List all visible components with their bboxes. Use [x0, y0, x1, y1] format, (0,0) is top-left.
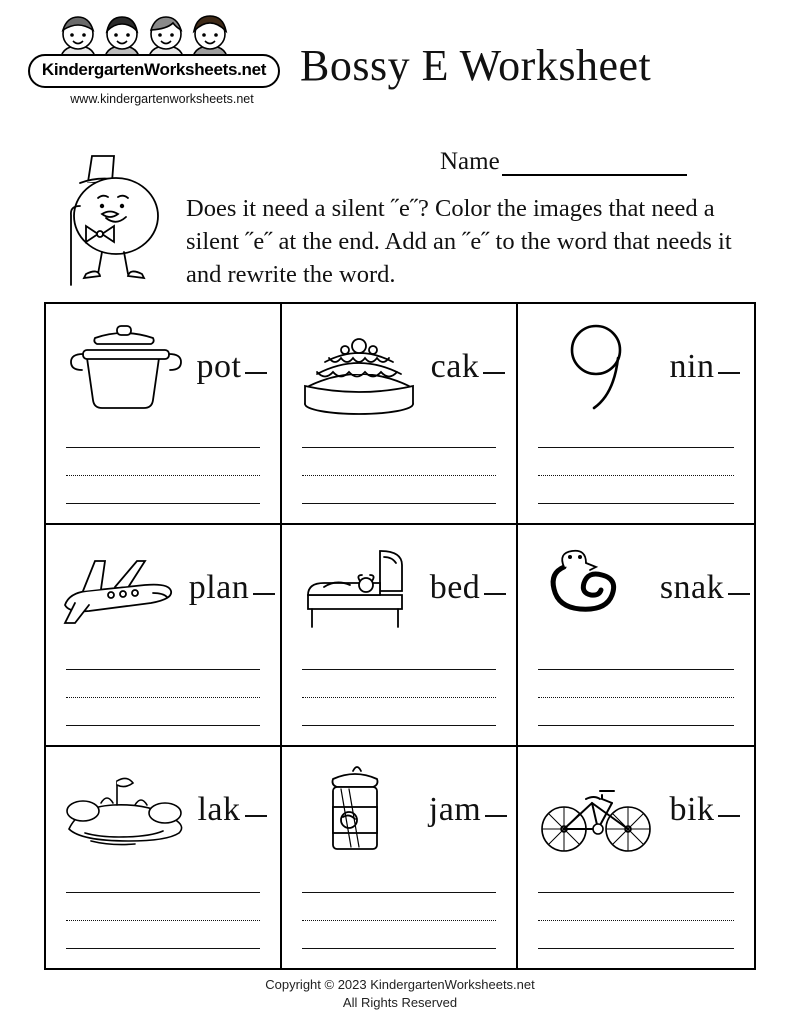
exercise-cell-1[interactable]: [46, 304, 282, 525]
bed-icon[interactable]: [294, 533, 424, 643]
page-header: [0, 0, 800, 140]
write-line-bottom[interactable]: [302, 725, 496, 726]
write-line-top[interactable]: [66, 892, 260, 893]
write-line-middle[interactable]: [302, 920, 496, 921]
name-field[interactable]: [440, 148, 760, 176]
exercise-prompt-7: [46, 747, 280, 873]
logo-text: KindergartenWorksheets.net: [41, 60, 267, 79]
write-line-middle[interactable]: [302, 697, 496, 698]
exercise-cell-7[interactable]: [46, 747, 282, 968]
write-line-bottom[interactable]: [66, 725, 260, 726]
exercise-cell-2[interactable]: [282, 304, 518, 525]
snake-icon[interactable]: [524, 533, 654, 643]
copyright-text: Copyright © 2023 KindergartenWorksheets.net: [265, 977, 535, 992]
write-line-middle[interactable]: [66, 475, 260, 476]
nine-icon[interactable]: [534, 312, 664, 422]
write-lines-4[interactable]: [66, 667, 260, 729]
word-blank-4[interactable]: [253, 593, 275, 595]
write-line-bottom[interactable]: [538, 948, 734, 949]
write-line-bottom[interactable]: [538, 503, 734, 504]
write-line-top[interactable]: [302, 892, 496, 893]
write-lines-7[interactable]: [66, 890, 260, 952]
exercise-word-2: cak: [431, 348, 506, 386]
write-line-middle[interactable]: [302, 475, 496, 476]
exercise-prompt-6: [518, 525, 754, 651]
write-line-top[interactable]: [538, 669, 734, 670]
write-line-top[interactable]: [302, 669, 496, 670]
write-line-top[interactable]: [538, 892, 734, 893]
word-blank-8[interactable]: [485, 815, 507, 817]
exercise-prompt-8: [282, 747, 516, 873]
rights-text: All Rights Reserved: [342, 995, 458, 1010]
page-footer: [0, 976, 800, 1012]
write-line-middle[interactable]: [538, 920, 734, 921]
site-url: www.kindergartenworksheets.net: [70, 92, 254, 106]
exercise-prompt-1: [46, 304, 280, 430]
exercise-word-4: plan: [189, 569, 276, 607]
exercise-prompt-2: [282, 304, 516, 430]
lake-icon[interactable]: [61, 755, 191, 865]
write-line-bottom[interactable]: [302, 503, 496, 504]
exercise-cell-4[interactable]: [46, 525, 282, 746]
exercise-cell-8[interactable]: [282, 747, 518, 968]
exercise-cell-3[interactable]: [518, 304, 754, 525]
word-blank-2[interactable]: [483, 372, 505, 374]
write-line-bottom[interactable]: [66, 503, 260, 504]
word-blank-6[interactable]: [728, 593, 750, 595]
write-line-middle[interactable]: [66, 920, 260, 921]
write-line-bottom[interactable]: [302, 948, 496, 949]
write-lines-5[interactable]: [302, 667, 496, 729]
write-lines-3[interactable]: [538, 445, 734, 507]
instructions-text: Does it need a silent ˝e˝? Color the images that need a silent ˝e˝ at the end. Add an ˝e˝ to the word that needs it and rewrite the word.: [186, 195, 732, 288]
exercise-grid: [44, 302, 756, 970]
exercise-word-6: snak: [660, 569, 750, 607]
exercise-word-1: pot: [197, 348, 268, 386]
write-line-middle[interactable]: [66, 697, 260, 698]
write-lines-2[interactable]: [302, 445, 496, 507]
word-blank-7[interactable]: [245, 815, 267, 817]
plane-icon[interactable]: [53, 533, 183, 643]
write-lines-6[interactable]: [538, 667, 734, 729]
name-write-line[interactable]: [502, 154, 687, 176]
site-logo[interactable]: [28, 14, 288, 114]
exercise-prompt-5: [282, 525, 516, 651]
write-line-top[interactable]: [302, 447, 496, 448]
word-blank-5[interactable]: [484, 593, 506, 595]
cake-icon[interactable]: [295, 312, 425, 422]
bike-icon[interactable]: [534, 755, 664, 865]
write-line-top[interactable]: [538, 447, 734, 448]
humpty-dumpty-icon: [40, 150, 180, 298]
exercise-prompt-3: [518, 304, 754, 430]
exercise-cell-5[interactable]: [282, 525, 518, 746]
exercise-word-5: bed: [430, 569, 507, 607]
exercise-word-3: nin: [670, 348, 741, 386]
exercise-word-7: lak: [197, 791, 266, 829]
word-blank-9[interactable]: [718, 815, 740, 817]
write-line-top[interactable]: [66, 669, 260, 670]
exercise-cell-6[interactable]: [518, 525, 754, 746]
page-title: Bossy E Worksheet: [300, 41, 652, 90]
write-lines-9[interactable]: [538, 890, 734, 952]
write-line-middle[interactable]: [538, 697, 734, 698]
exercise-word-8: jam: [429, 791, 507, 829]
word-blank-3[interactable]: [718, 372, 740, 374]
write-line-bottom[interactable]: [538, 725, 734, 726]
exercise-prompt-9: [518, 747, 754, 873]
write-lines-8[interactable]: [302, 890, 496, 952]
exercise-word-9: bik: [670, 791, 741, 829]
exercise-prompt-4: [46, 525, 280, 651]
write-line-middle[interactable]: [538, 475, 734, 476]
write-line-top[interactable]: [66, 447, 260, 448]
pot-icon[interactable]: [61, 312, 191, 422]
name-label: Name: [440, 148, 500, 175]
jam-jar-icon[interactable]: [293, 755, 423, 865]
exercise-cell-9[interactable]: [518, 747, 754, 968]
write-line-bottom[interactable]: [66, 948, 260, 949]
word-blank-1[interactable]: [245, 372, 267, 374]
write-lines-1[interactable]: [66, 445, 260, 507]
